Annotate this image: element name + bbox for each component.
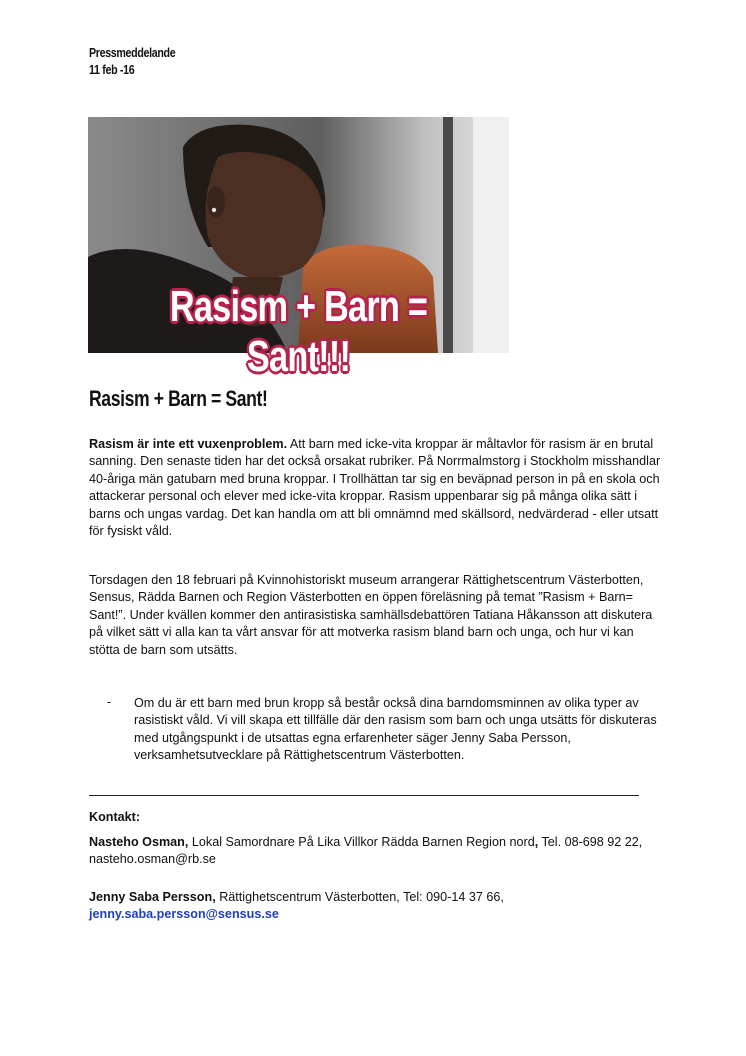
paragraph-intro-lead: Rasism är inte ett vuxenproblem.	[89, 437, 288, 451]
contact-1-details: Tel. 08-698 92 22, nasteho.osman@rb.se	[89, 835, 643, 867]
contact-person-2	[89, 889, 664, 924]
document-date: 11 feb -16	[89, 62, 135, 77]
paragraph-intro	[89, 436, 664, 540]
page-title: Rasism + Barn = Sant!	[89, 386, 268, 411]
hero-caption: Rasism + Barn = Sant!!!	[169, 282, 428, 381]
bullet-marker: -	[107, 695, 112, 709]
contact-1-separator: ,	[534, 835, 539, 849]
contact-2-name: Jenny Saba Persson,	[89, 890, 216, 904]
contact-2-email-link[interactable]: jenny.saba.persson@sensus.se	[89, 907, 279, 922]
divider	[89, 795, 639, 796]
contact-1-name: Nasteho Osman,	[89, 835, 189, 849]
bullet-text: Om du är ett barn med brun kropp så består också dina barndomsminnen av olika typer av rasistiskt våld. Vi vill skapa ett tillfälle där den rasism som barn och unga utsätts för diskuteras med utgångspunkt i de utsattas egna erfarenheter säger Jenny Saba Persson, verksamhetsutvecklare på Rättighetscentrum Västerbotten.	[134, 696, 657, 763]
contact-1-role: Lokal Samordnare På Lika Villkor Rädda Barnen Region nord	[188, 835, 535, 849]
paragraph-intro-text: Att barn med icke-vita kroppar är måltavlor för rasism är en brutal sanning. Den senaste tiden har det också orsakat rubriker. På Norrmalmstorg i Stockholm misshandlar 40-åriga män gatubarn med bruna kroppar. I Trollhättan tar sig en beväpnad person in på en skola och attackerar personal och elever med icke-vita kroppar. Rasism uppenbarar sig på många olika sätt i barns och ungas vardag. Det kan handla om att bli omnämnd med skällsord, nedvärderad - eller utsatt för fysiskt våld.	[89, 437, 661, 539]
hero-image	[88, 117, 509, 381]
contact-2-details: Rättighetscentrum Västerbotten, Tel: 090-14 37 66,	[215, 890, 504, 904]
contact-person-1	[89, 834, 664, 869]
document-type: Pressmeddelande	[89, 45, 176, 60]
paragraph-event: Torsdagen den 18 februari på Kvinnohistoriskt museum arrangerar Rättighetscentrum Västerbotten, Sensus, Rädda Barnen och Region Västerbotten en öppen föreläsning på temat ”Rasism + Barn= Sant!”. Under kvällen kommer den antirasistiska samhällsdebattören Tatiana Håkansson att diskutera på vilket sätt vi alla kan ta vårt ansvar för att motverka rasism bland barn och unga, och hur vi kan stötta de barn som utsätts.	[89, 573, 653, 657]
contact-heading: Kontakt:	[89, 810, 141, 824]
